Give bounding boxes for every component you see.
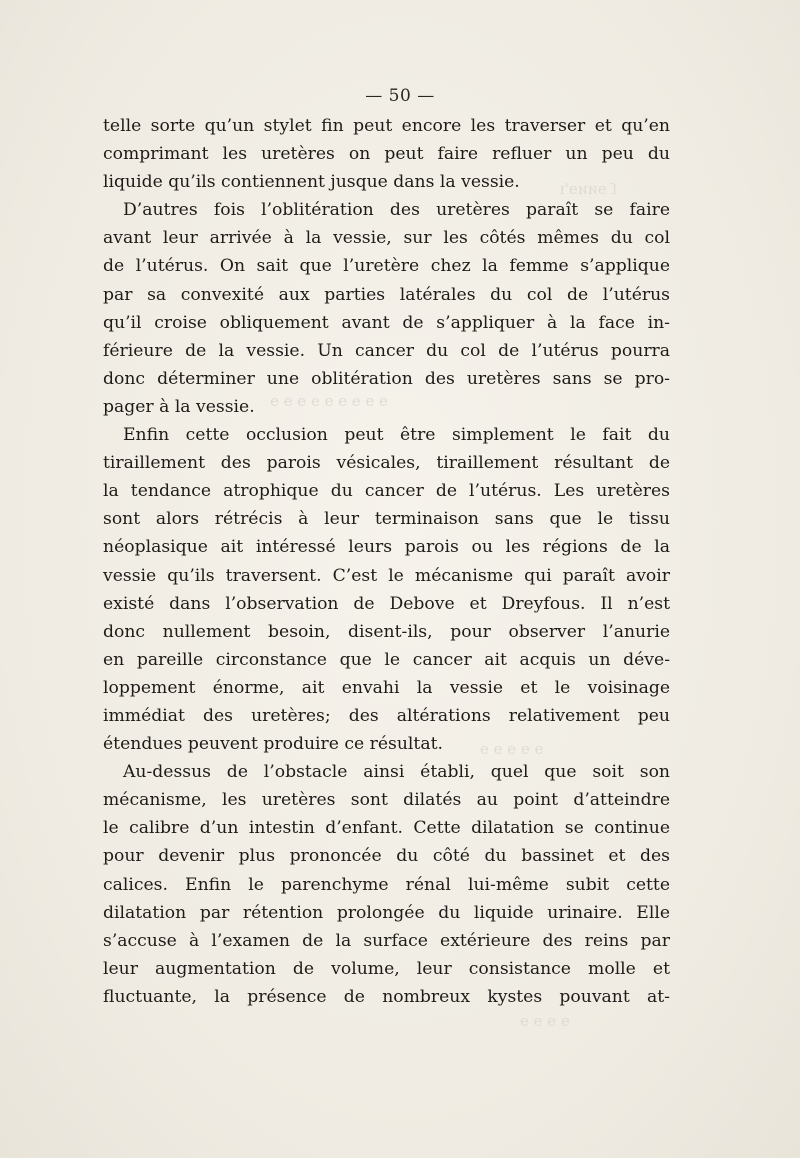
bleed-through-text: ɘ ɘ ɘ ɘ ɘ ɘ ɘ ɘ ɘ: [270, 392, 389, 410]
text-line: pour devenir plus prononcée du côté du bassinet et des: [103, 846, 670, 867]
text-line: donc déterminer une oblitération des uretères sans se pro-: [103, 368, 670, 389]
text-line: s’accuse à l’examen de la surface extérieure des reins par: [103, 930, 670, 951]
text-line: Enfin cette occlusion peut être simplement le fait du: [123, 425, 670, 446]
text-line: fluctuante, la présence de nombreux kystes pouvant at-: [103, 986, 670, 1007]
body-text: [103, 112, 670, 1011]
text-line: de l’utérus. On sait que l’uretère chez la femme s’applique: [103, 256, 670, 277]
text-line: étendues peuvent produire ce résultat.: [103, 734, 443, 755]
bleed-through-text: ſ ɘᴎᴎɘ'ı: [560, 180, 617, 198]
text-line: donc nullement besoin, disent-ils, pour observer l’anurie: [103, 621, 670, 642]
text-line: par sa convexité aux parties latérales du col de l’utérus: [103, 284, 670, 305]
text-line: calices. Enfin le parenchyme rénal lui-même subit cette: [103, 874, 670, 895]
text-line: telle sorte qu’un stylet fin peut encore les traverser et qu’en: [103, 116, 670, 136]
text-line: dilatation par rétention prolongée du liquide urinaire. Elle: [103, 902, 670, 923]
text-line: avant leur arrivée à la vessie, sur les côtés mêmes du col: [103, 228, 670, 249]
text-line: loppement énorme, ait envahi la vessie et le voisinage: [103, 677, 670, 698]
text-line: tiraillement des parois vésicales, tiraillement résultant de: [103, 453, 670, 474]
text-line: vessie qu’ils traversent. C’est le mécanisme qui paraît avoir: [103, 565, 670, 586]
text-line: D’autres fois l’oblitération des uretères paraît se faire: [123, 200, 670, 221]
text-line: existé dans l’observation de Debove et Dreyfous. Il n’est: [103, 593, 670, 614]
text-line: leur augmentation de volume, leur consistance molle et: [103, 958, 670, 979]
text-line: en pareille circonstance que le cancer ait acquis un déve-: [103, 649, 670, 670]
text-line: la tendance atrophique du cancer de l’utérus. Les uretères: [103, 481, 670, 502]
text-line: mécanisme, les uretères sont dilatés au point d’atteindre: [103, 790, 670, 811]
text-line: Au-dessus de l’obstacle ainsi établi, quel que soit son: [123, 762, 670, 783]
bleed-through-text: ɘ ɘ ɘ ɘ ɘ: [480, 740, 544, 758]
text-line: férieure de la vessie. Un cancer du col de l’utérus pourra: [103, 340, 670, 361]
text-line: le calibre d’un intestin d’enfant. Cette dilatation se continue: [103, 818, 670, 839]
page-number: — 50 —: [365, 86, 435, 106]
text-line: pager à la vessie.: [103, 396, 255, 417]
text-line: qu’il croise obliquement avant de s’appliquer à la face in-: [103, 312, 670, 333]
text-line: immédiat des uretères; des altérations relativement peu: [103, 705, 670, 726]
text-line: comprimant les uretères on peut faire refluer un peu du: [103, 144, 670, 165]
text-line: néoplasique ait intéressé leurs parois ou les régions de la: [103, 537, 670, 558]
text-line: sont alors rétrécis à leur terminaison sans que le tissu: [103, 509, 670, 530]
text-line: liquide qu’ils contiennent jusque dans la vessie.: [103, 172, 520, 193]
bleed-through-text: ɘ ɘ ɘ ɘ: [520, 1012, 570, 1030]
